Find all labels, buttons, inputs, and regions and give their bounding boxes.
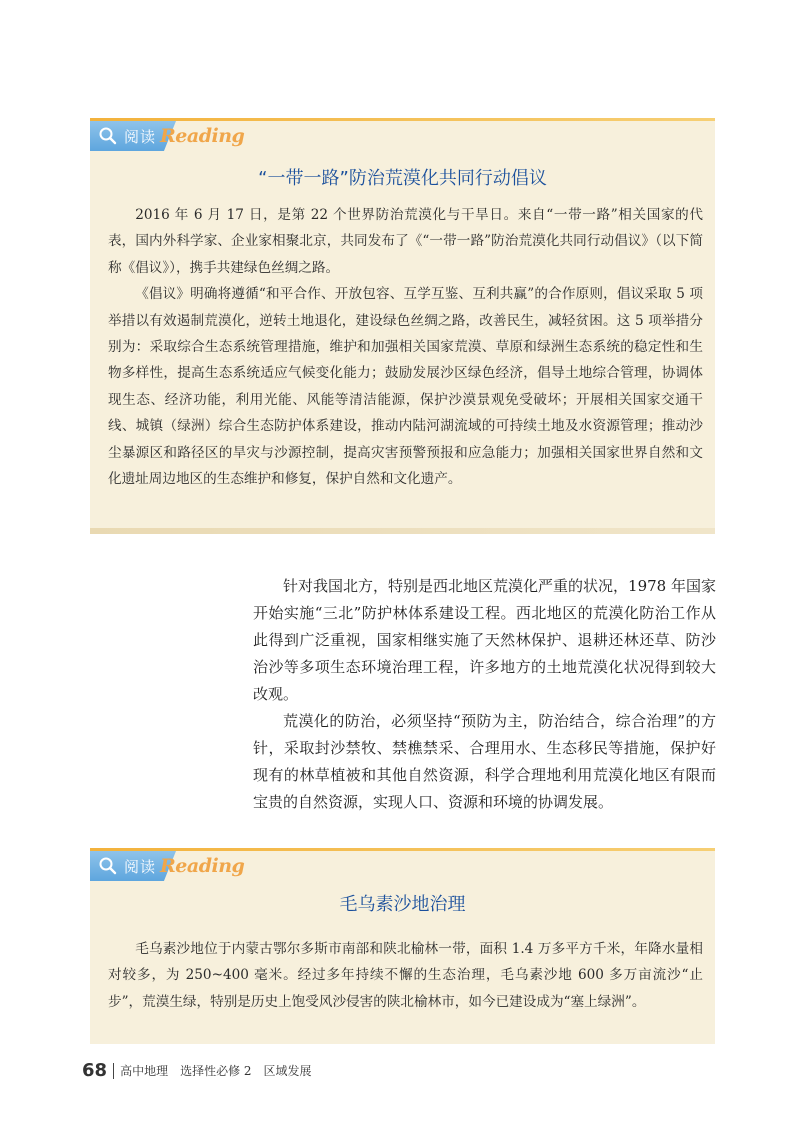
reading-tag-label: 阅读 bbox=[124, 857, 157, 876]
box-bottom-rule bbox=[90, 528, 715, 534]
main-paragraph: 针对我国北方，特别是西北地区荒漠化严重的状况，1978 年国家开始实施“三北”防护林体系建设工程。西北地区的荒漠化防治工作从此得到广泛重视，国家相继实施了天然林保护、退耕还林还草、防沙治沙等多项生态环境治理工程，许多地方的土地荒漠化状况得到较大改观。 bbox=[253, 577, 716, 703]
main-paragraph: 荒漠化的防治，必须坚持“预防为主，防治结合，综合治理”的方针，采取封沙禁牧、禁樵禁采、合理用水、生态移民等措施，保护好现有的林草植被和其他自然资源，科学合理地利用荒漠化地区有限而宝贵的自然资源，实现人口、资源和环境的协调发展。 bbox=[253, 712, 716, 811]
footer-divider bbox=[113, 1063, 114, 1079]
page-number: 68 bbox=[82, 1060, 108, 1081]
reading-title: 毛乌素沙地治理 bbox=[339, 894, 466, 915]
reading-box-belt-road bbox=[90, 118, 715, 534]
reading-tag-label: 阅读 bbox=[124, 127, 157, 146]
main-text bbox=[253, 573, 716, 816]
book-title: 高中地理 选择性必修 2 区域发展 bbox=[120, 1064, 312, 1078]
magnifier-icon bbox=[98, 126, 118, 146]
magnifier-icon bbox=[98, 856, 118, 876]
reading-paragraph: 2016 年 6 月 17 日，是第 22 个世界防治荒漠化与干旱日。来自“一带一路”相关国家的代表，国内外科学家、企业家相聚北京，共同发布了《“一带一路”防治荒漠化共同行动倡议》（以下简称《倡议》），携手共建绿色丝绸之路。 bbox=[108, 207, 703, 276]
reading-box-mu-us bbox=[90, 848, 715, 1044]
reading-tag bbox=[90, 851, 250, 881]
reading-tag-word: Reading bbox=[160, 125, 245, 147]
reading-paragraph: 《倡议》明确将遵循“和平合作、开放包容、互学互鉴、互利共赢”的合作原则，倡议采取 5 项举措以有效遏制荒漠化，逆转土地退化，建设绿色丝绸之路，改善民生，减轻贫困。这 5 项举措分别为：采取综合生态系统管理措施，维护和加强相关国家荒漠、草原和绿洲生态系统的稳定性和生物多样性，提高生态系统适应气候变化能力；鼓励发展沙区绿色经济，倡导土地综合管理，协调体现生态、经济功能，利用光能、风能等清洁能源，保护沙漠景观免受破坏；开展相关国家交通干线、城镇（绿洲）综合生态防护体系建设，推动内陆河湖流域的可持续土地及水资源管理；推动沙尘暴源区和路径区的旱灾与沙源控制，提高灾害预警预报和应急能力；加强相关国家世界自然和文化遗址周边地区的生态维护和修复，保护自然和文化遗产。 bbox=[108, 286, 703, 488]
reading-tag bbox=[90, 121, 250, 151]
reading-body bbox=[108, 202, 703, 492]
page-footer bbox=[82, 1060, 312, 1081]
reading-paragraph: 毛乌素沙地位于内蒙古鄂尔多斯市南部和陕北榆林一带，面积 1.4 万多平方千米，年降水量相对较多，为 250~400 毫米。经过多年持续不懈的生态治理，毛乌素沙地 600 多万亩流沙“止步”，荒漠生绿，特别是历史上饱受风沙侵害的陕北榆林市，如今已建设成为“塞上绿洲”。 bbox=[108, 941, 703, 1010]
reading-tag-word: Reading bbox=[160, 855, 245, 877]
reading-title: “一带一路”防治荒漠化共同行动倡议 bbox=[258, 168, 547, 189]
reading-body bbox=[108, 936, 703, 1015]
